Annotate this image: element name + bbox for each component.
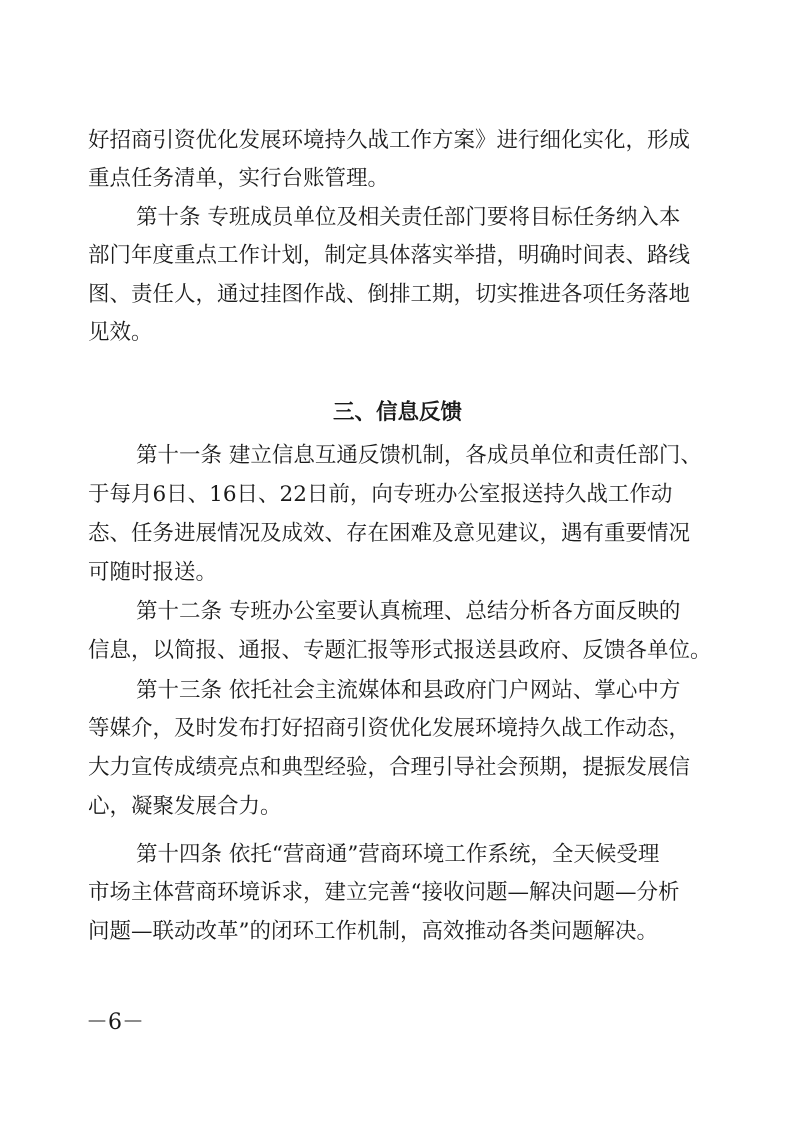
body-text-line: 大力宣传成绩亮点和典型经验，合理引导社会预期，提振发展信	[88, 755, 691, 780]
body-text-line: 部门年度重点工作计划，制定具体落实举措，明确时间表、路线	[88, 243, 691, 268]
body-text-line: 信息，以简报、通报、专题汇报等形式报送县政府、反馈各单位。	[88, 638, 712, 663]
body-text-line: 重点任务清单，实行台账管理。	[88, 166, 390, 191]
article-14-first-line: 第十四条 依托“营商通”营商环境工作系统，全天候受理	[136, 842, 660, 867]
body-text-line: 问题—联动改革”的闭环工作机制，高效推动各类问题解决。	[88, 919, 658, 944]
body-text-line: 图、责任人，通过挂图作战、倒排工期，切实推进各项任务落地	[88, 282, 691, 307]
page-number: －6－	[86, 1010, 144, 1035]
body-text-line: 心，凝聚发展合力。	[88, 794, 282, 819]
article-10-first-line: 第十条 专班成员单位及相关责任部门要将目标任务纳入本	[136, 205, 681, 230]
body-text-line: 等媒介，及时发布打好招商引资优化发展环境持久战工作动态，	[88, 716, 691, 741]
body-text-line: 市场主体营商环境诉求，建立完善“接收问题—解决问题—分析	[88, 880, 680, 905]
body-text-line: 可随时报送。	[88, 560, 218, 585]
body-text-line: 于每月6日、16日、22日前，向专班办公室报送持久战工作动	[88, 482, 673, 507]
body-text-line: 见效。	[88, 320, 153, 345]
body-text-line: 态、任务进展情况及成效、存在困难及意见建议，遇有重要情况	[88, 521, 691, 546]
article-13-first-line: 第十三条 依托社会主流媒体和县政府门户网站、掌心中方	[136, 678, 681, 703]
article-12-first-line: 第十二条 专班办公室要认真梳理、总结分析各方面反映的	[136, 599, 681, 624]
section-heading: 三、信息反馈	[333, 400, 463, 425]
article-11-first-line: 第十一条 建立信息互通反馈机制，各成员单位和责任部门、	[136, 443, 702, 468]
body-text-line: 好招商引资优化发展环境持久战工作方案》进行细化实化，形成	[88, 128, 691, 153]
